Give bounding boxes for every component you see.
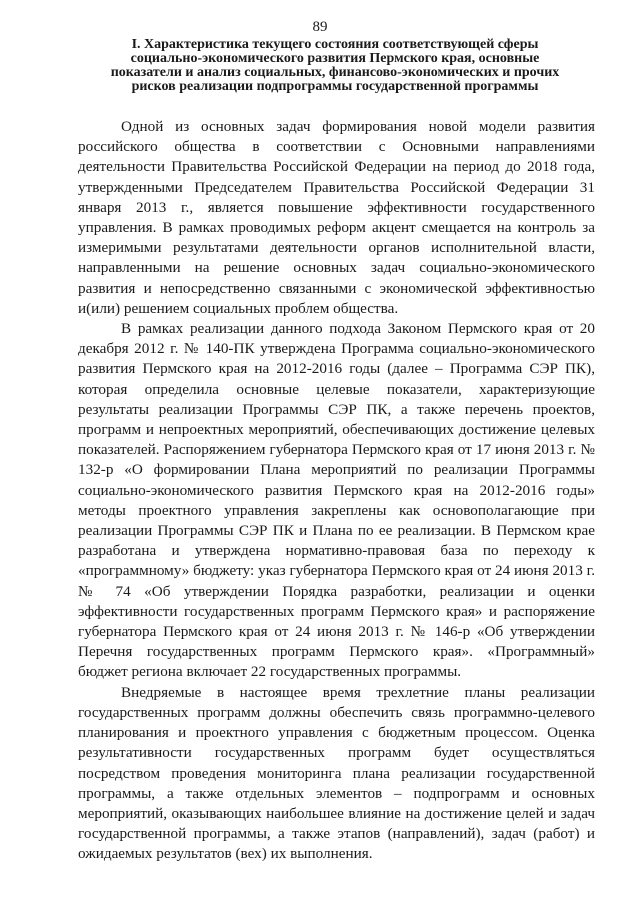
section-heading-line: I. Характеристика текущего состояния соответствующей сферы	[131, 37, 539, 52]
paragraph: Внедряемые в настоящее время трехлетние планы реализации государственных программ должны обеспечить связь программно-целевого планирования и проектного управления с бюджетным процессом. Оценка результативности государственных программ будет осуществляться посредством проведения мониторинга плана реализации государственной программы, а также отдельных элементов – подпрограмм и основных мероприятий, оказывающих наибольшее влияние на достижение целей и задач государственной программы, а также этапов (направлений), задач (работ) и ожидаемых результатов (вех) их выполнения.	[78, 683, 595, 863]
section-heading	[100, 38, 570, 94]
section-heading-line: рисков реализации подпрограммы государственной программы	[131, 79, 539, 94]
body-text	[78, 117, 595, 865]
page-number: 89	[312, 19, 328, 35]
paragraph: В рамках реализации данного подхода Законом Пермского края от 20 декабря 2012 г. № 140-ПК утверждена Программа социально-экономического развития Пермского края на 2012-2016 годы (далее – Программа СЭР ПК), которая определила основные целевые показатели, характеризующие результаты реализации Программы СЭР ПК, а также перечень проектов, программ и непроектных мероприятий, обеспечивающих достижение целевых показателей. Распоряжением губернатора Пермского края от 17 июня 2013 г. № 132-р «О формировании Плана мероприятий по реализации Программы социально-экономического развития Пермского края на 2012-2016 годы» методы проектного управления закреплены как основополагающие при реализации Программы СЭР ПК и Плана по ее реализации. В Пермском крае разработана и утверждена нормативно-правовая база по переходу к «программному» бюджету: указ губернатора Пермского края от 24 июня 2013 г. № 74 «Об утверждении Порядка разработки, реализации и оценки эффективности государственных программ Пермского края» и распоряжение губернатора Пермского края от 24 июня 2013 г. № 146-р «Об утверждении Перечня государственных программ Пермского края». «Программный» бюджет региона включает 22 государственных программы.	[78, 320, 595, 681]
section-heading-line: социально-экономического развития Пермского края, основные	[130, 51, 540, 66]
section-heading-line: показатели и анализ социальных, финансово-экономических и прочих	[110, 65, 560, 80]
paragraph: Одной из основных задач формирования новой модели развития российского общества в соответствии с Основными направлениями деятельности Правительства Российской Федерации на период до 2018 года, утвержденными Председателем Правительства Российской Федерации 31 января 2013 г., является повышение эффективности государственного управления. В рамках проводимых реформ акцент смещается на контроль за измеримыми результатами деятельности органов исполнительной власти, направленными на решение основных задач социально-экономического развития и непосредственно связанными с экономической эффективностью и(или) решением социальных проблем общества.	[78, 118, 595, 317]
